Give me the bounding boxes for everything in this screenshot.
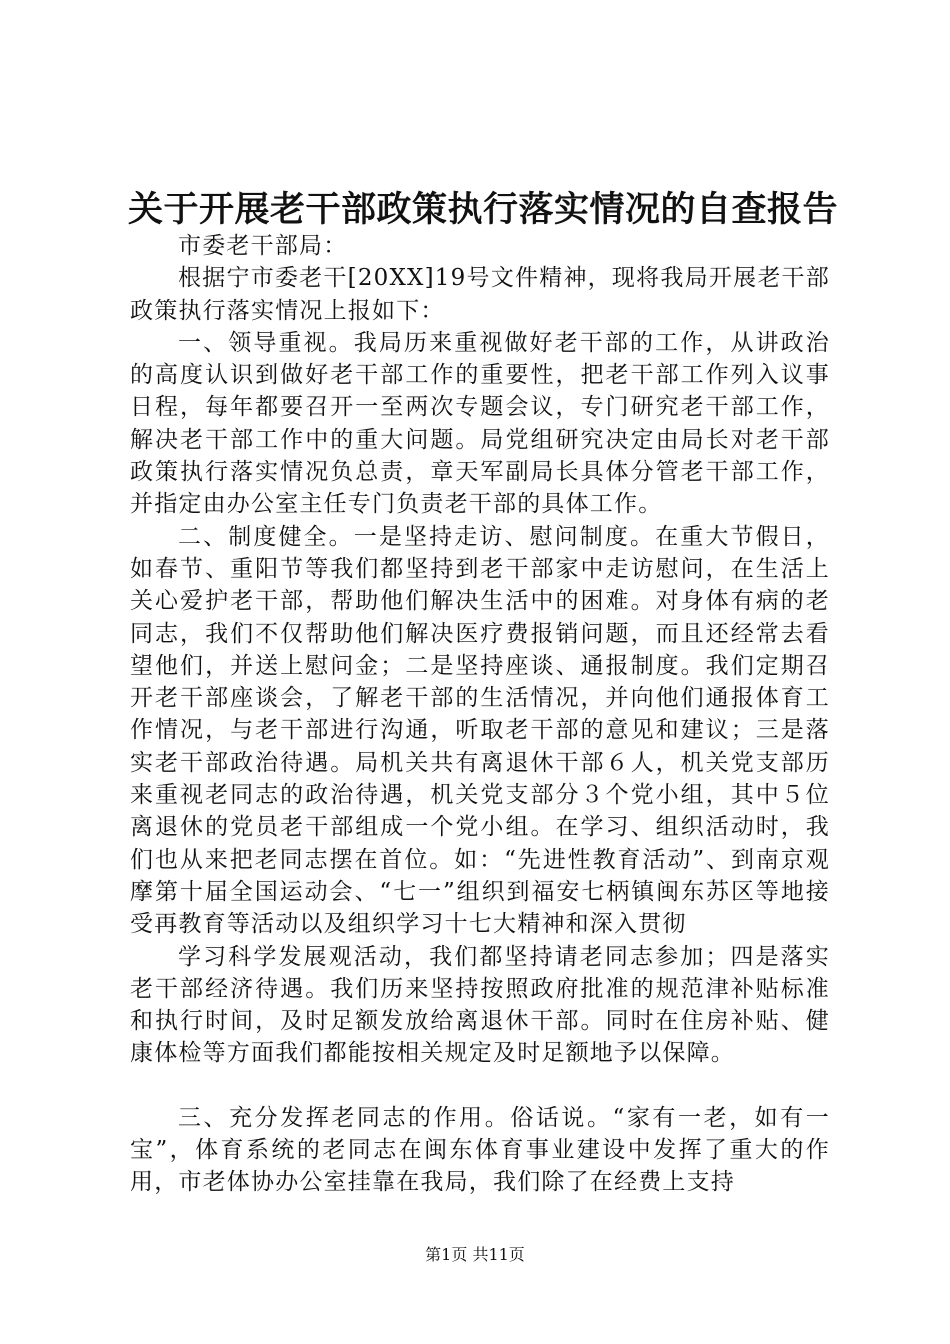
document-body: [130, 230, 830, 1199]
intro-paragraph: 根据宁市委老干[20XX]19号文件精神，现将我局开展老干部政策执行落实情况上报如下：: [130, 265, 830, 324]
document-title: 关于开展老干部政策执行落实情况的自查报告: [128, 189, 839, 230]
section-2-paragraph: 二、制度健全。一是坚持走访、慰问制度。在重大节假日，如春节、重阳节等我们都坚持到老干部家中走访慰问，在生活上关心爱护老干部，帮助他们解决生活中的困难。对身体有病的老同志，我们不仅帮助他们解决医疗费报销问题，而且还经常去看望他们，并送上慰问金；二是坚持座谈、通报制度。我们定期召开老干部座谈会，了解老干部的生活情况，并向他们通报体育工作情况，与老干部进行沟通，听取老干部的意见和建议；三是落实老干部政治待遇。局机关共有离退休干部６人，机关党支部历来重视老同志的政治待遇，机关党支部分３个党小组，其中５位离退休的党员老干部组成一个党小组。在学习、组织活动时，我们也从来把老同志摆在首位。如：“先进性教育活动”、到南京观摩第十届全国运动会、“七一”组织到福安七柄镇闽东苏区等地接受再教育等活动以及组织学习十七大精神和深入贯彻: [130, 523, 830, 938]
section-3-paragraph: 三、充分发挥老同志的作用。俗话说。“家有一老，如有一宝”，体育系统的老同志在闽东体育事业建设中发挥了重大的作用，市老体协办公室挂靠在我局，我们除了在经费上支持: [130, 1104, 830, 1196]
blank-line: [130, 1070, 830, 1102]
section-1-paragraph: 一、领导重视。我局历来重视做好老干部的工作，从讲政治的高度认识到做好老干部工作的重要性，把老干部工作列入议事日程，每年都要召开一至两次专题会议，专门研究老干部工作，解决老干部工作中的重大问题。局党组研究决定由局长对老干部政策执行落实情况负总责，章天军副局长具体分管老干部工作，并指定由办公室主任专门负责老干部的具体工作。: [130, 329, 830, 518]
salutation: 市委老干部局：: [178, 233, 348, 259]
page-footer: 第1页 共11页: [425, 1245, 525, 1264]
section-2-continued-paragraph: 学习科学发展观活动，我们都坚持请老同志参加；四是落实老干部经济待遇。我们历来坚持按照政府批准的规范津补贴标准和执行时间，及时足额发放给离退休干部。同时在住房补贴、健康体检等方面我们都能按相关规定及时足额地予以保障。: [130, 943, 830, 1067]
